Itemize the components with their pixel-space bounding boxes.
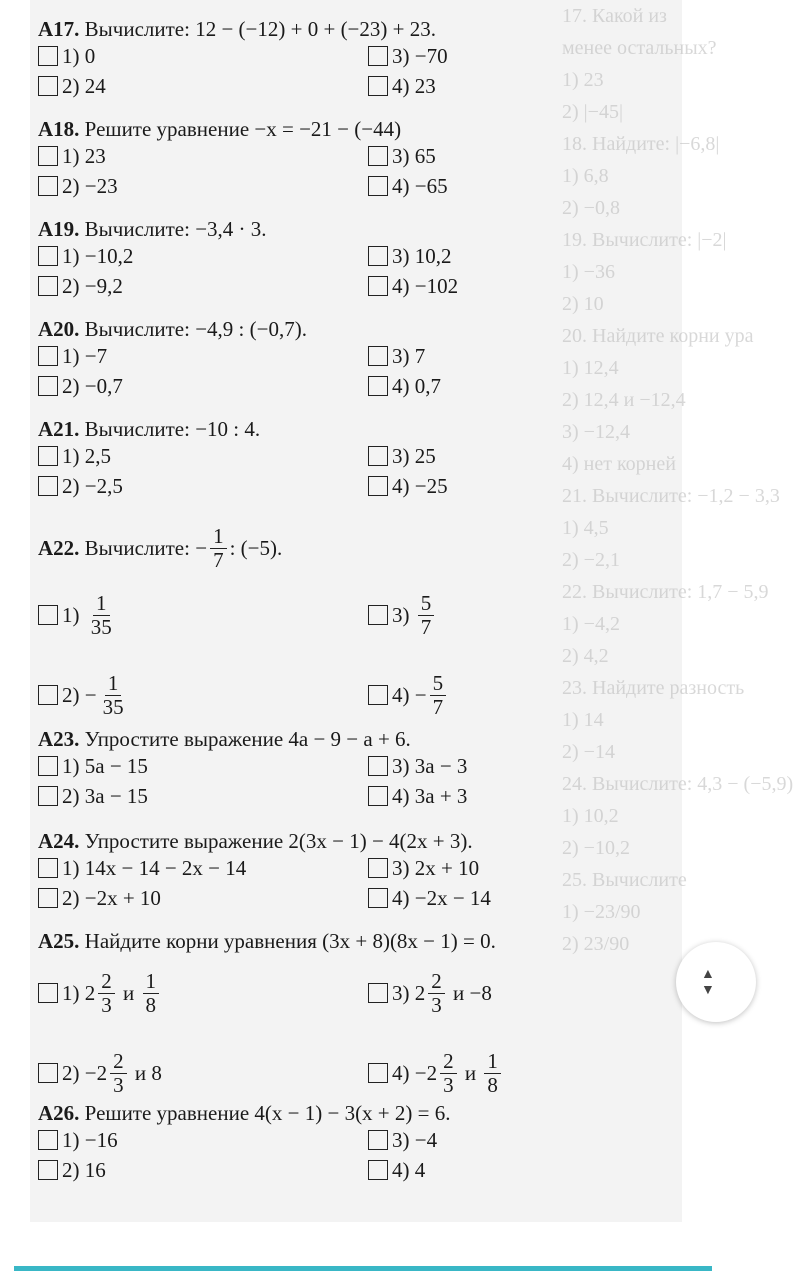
checkbox[interactable] [368,276,388,296]
bleed-through-line: 3) −12,4 [562,421,630,443]
answer-option-4[interactable]: 4) − 2 $\frac{2}{3}$ и $\frac{1}{8}$ [368,1034,668,1112]
answer-option-1[interactable]: 1) −16 [38,1126,368,1154]
bleed-through-line: 2) |−45| [562,101,623,123]
answer-option-2[interactable]: 2) − $\frac{1}{35}$ [38,656,368,734]
answer-option-3[interactable]: 3) 2x + 10 [368,854,668,882]
question-text: Вычислите: −10 : 4. [84,417,261,441]
answer-option-3[interactable]: 3) 65 [368,142,668,170]
answer-option-3[interactable]: 3) 10,2 [368,242,668,270]
chevron-down-icon: ▼ [701,983,715,998]
answer-option-4[interactable]: 4) −65 [368,172,668,200]
checkbox[interactable] [38,246,58,266]
checkbox[interactable] [38,346,58,366]
bleed-through-line: 2) 23/90 [562,933,630,955]
question-number: A25. [38,929,80,953]
answer-option-2[interactable]: 2) 3a − 15 [38,782,368,810]
question-header [38,16,678,42]
question-header [38,316,678,342]
checkbox[interactable] [38,685,58,705]
fraction: $\frac{1}{8}$ [484,1050,501,1095]
checkbox[interactable] [368,376,388,396]
answer-option-4[interactable]: 4) 3a + 3 [368,782,668,810]
fraction: $\frac{5}{7}$ [430,672,447,717]
checkbox[interactable] [38,376,58,396]
question-text: Упростите выражение 2(3x − 1) − 4(2x + 3). [84,829,473,853]
question-number: A18. [38,117,80,141]
fraction: $\frac{1}{35}$ [90,591,112,639]
question-number: A24. [38,829,80,853]
question-number: A21. [38,417,80,441]
question-header: A22. Вычислите: − $\frac{1}{7}$ : (−5). [38,524,283,572]
bleed-through-line: 2) 10 [562,293,604,315]
bleed-through-line: 1) −4,2 [562,613,620,635]
worksheet-page [30,0,793,1222]
answer-option-2[interactable]: 2) −9,2 [38,272,368,300]
checkbox[interactable] [38,756,58,776]
question-header [38,416,678,442]
checkbox[interactable] [38,146,58,166]
bleed-through-line: 1) 4,5 [562,517,609,539]
bleed-through-line: 1) 6,8 [562,165,609,187]
bleed-through-line: 18. Найдите: |−6,8| [562,133,720,155]
question-a18 [38,116,678,200]
question-a26 [38,1100,678,1184]
bleed-through-line: 23. Найдите разность [562,677,745,699]
question-a20 [38,316,678,400]
checkbox[interactable] [38,476,58,496]
answer-option-3[interactable]: 3) $\frac{5}{7}$ [368,576,668,654]
bleed-through-line: менее остальных? [562,37,717,59]
answer-option-4[interactable]: 4) 23 [368,72,668,100]
answer-option-1[interactable]: 1) −7 [38,342,368,370]
checkbox[interactable] [38,888,58,908]
checkbox[interactable] [368,1063,388,1083]
question-text: Решите уравнение 4(x − 1) − 3(x + 2) = 6. [84,1101,451,1125]
answer-option-4[interactable]: 4) 0,7 [368,372,668,400]
checkbox[interactable] [38,858,58,878]
checkbox[interactable] [368,858,388,878]
question-text: Вычислите: −4,9 : (−0,7). [84,317,307,341]
checkbox[interactable] [368,446,388,466]
bleed-through-line: 24. Вычислите: 4,3 − (−5,9) [562,773,793,795]
question-number: A19. [38,217,80,241]
fraction: $\frac{2}{3}$ [110,1050,127,1095]
fraction: $\frac{1}{7}$ [210,525,227,570]
scroll-handle-button[interactable] [676,942,756,1022]
answer-option-2[interactable]: 2) − 2 $\frac{2}{3}$ и 8 [38,1034,368,1112]
answer-option-1[interactable]: 1) 23 [38,142,368,170]
answer-option-1[interactable]: 1) 14x − 14 − 2x − 14 [38,854,368,882]
checkbox[interactable] [368,685,388,705]
checkbox[interactable] [38,1063,58,1083]
question-header [38,928,678,954]
checkbox[interactable] [38,1130,58,1150]
question-a21 [38,416,678,500]
checkbox[interactable] [368,1160,388,1180]
bleed-through-line: 2) −2,1 [562,549,620,571]
bleed-through-line: 20. Найдите корни ура [562,325,754,347]
answer-option-4[interactable]: 4) 4 [368,1156,668,1184]
question-text: Решите уравнение −x = −21 − (−44) [84,117,402,141]
answer-option-4[interactable]: 4) − $\frac{5}{7}$ [368,656,668,734]
answer-option-2[interactable]: 2) 24 [38,72,368,100]
checkbox[interactable] [368,786,388,806]
question-text: Вычислите: −3,4 · 3. [84,217,267,241]
bleed-through-line: 1) 12,4 [562,357,619,379]
answer-option-4[interactable]: 4) −25 [368,472,668,500]
bleed-through-line: 1) 10,2 [562,805,619,827]
answer-option-3[interactable]: 3) 7 [368,342,668,370]
checkbox[interactable] [38,176,58,196]
checkbox[interactable] [368,476,388,496]
question-text: Упростите выражение 4a − 9 − a + 6. [84,727,411,751]
question-text: Вычислите: 12 − (−12) + 0 + (−23) + 23. [84,17,436,41]
bleed-through-line: 21. Вычислите: −1,2 − 3,3 [562,485,780,507]
bleed-through-line: 1) −36 [562,261,615,283]
fraction: $\frac{1}{35}$ [102,671,124,719]
checkbox[interactable] [368,888,388,908]
answer-option-1[interactable]: 1) 2,5 [38,442,368,470]
answer-option-3[interactable]: 3) 3a − 3 [368,752,668,780]
answer-option-1[interactable]: 1) −10,2 [38,242,368,270]
question-a19 [38,216,678,300]
question-header [38,726,678,752]
bleed-through-line: 17. Какой из [562,5,667,27]
bottom-accent-bar [14,1266,712,1271]
answer-option-1[interactable]: 1) 2 $\frac{2}{3}$ и $\frac{1}{8}$ [38,954,368,1032]
question-number: A23. [38,727,80,751]
checkbox[interactable] [38,786,58,806]
question-a24 [38,828,678,912]
question-number: A17. [38,17,80,41]
fraction: $\frac{2}{3}$ [440,1050,457,1095]
question-header [38,1100,678,1126]
checkbox[interactable] [38,1160,58,1180]
checkbox[interactable] [38,446,58,466]
question-text: Найдите корни уравнения (3x + 8)(8x − 1) = 0. [84,929,496,953]
checkbox[interactable] [368,756,388,776]
checkbox[interactable] [38,605,58,625]
answer-option-3[interactable]: 3) −4 [368,1126,668,1154]
chevron-up-icon: ▲ [701,967,715,982]
question-a23 [38,726,678,810]
fraction: $\frac{2}{3}$ [428,970,445,1015]
fraction: $\frac{1}{8}$ [143,970,160,1015]
checkbox[interactable] [38,46,58,66]
bleed-through-line: 2) −0,8 [562,197,620,219]
question-header [38,828,678,854]
question-number: A20. [38,317,80,341]
answer-option-1[interactable]: 1) $\frac{1}{35}$ [38,576,368,654]
answer-option-1[interactable]: 1) 5a − 15 [38,752,368,780]
question-a17 [38,16,678,100]
bleed-through-line: 2) −10,2 [562,837,630,859]
checkbox[interactable] [368,983,388,1003]
checkbox[interactable] [368,176,388,196]
answer-option-2[interactable]: 2) −2,5 [38,472,368,500]
answer-option-3[interactable]: 3) 2 $\frac{2}{3}$ и −8 [368,954,668,1032]
answer-option-4[interactable]: 4) −102 [368,272,668,300]
checkbox[interactable] [38,76,58,96]
bleed-through-line: 22. Вычислите: 1,7 − 5,9 [562,581,769,603]
bleed-through-line: 2) 12,4 и −12,4 [562,389,686,411]
answer-option-2[interactable]: 2) −0,7 [38,372,368,400]
answer-option-3[interactable]: 3) 25 [368,442,668,470]
bleed-through-line: 25. Вычислите [562,869,687,891]
bleed-through-line: 4) нет корней [562,453,676,475]
checkbox[interactable] [368,246,388,266]
fraction: $\frac{5}{7}$ [418,592,435,637]
answer-option-3[interactable]: 3) −70 [368,42,668,70]
question-number: A22. [38,536,80,560]
bleed-through-line: 1) 23 [562,69,604,91]
checkbox[interactable] [368,146,388,166]
bleed-through-line: 2) −14 [562,741,615,763]
question-text: Вычислите: [84,536,190,560]
question-header [38,116,678,142]
answer-option-4[interactable]: 4) −2x − 14 [368,884,668,912]
bleed-through-line: 1) −23/90 [562,901,641,923]
answer-option-2[interactable]: 2) 16 [38,1156,368,1184]
question-a25 [38,928,678,1112]
answer-option-2[interactable]: 2) −2x + 10 [38,884,368,912]
checkbox[interactable] [368,605,388,625]
question-number: A26. [38,1101,80,1125]
question-a22 [38,520,678,734]
answer-option-2[interactable]: 2) −23 [38,172,368,200]
bleed-through-line: 19. Вычислите: |−2| [562,229,727,251]
checkbox[interactable] [38,276,58,296]
checkbox[interactable] [368,76,388,96]
checkbox[interactable] [368,46,388,66]
question-header [38,216,678,242]
checkbox[interactable] [368,1130,388,1150]
checkbox[interactable] [38,983,58,1003]
fraction: $\frac{2}{3}$ [98,970,115,1015]
answer-option-1[interactable]: 1) 0 [38,42,368,70]
bleed-through-line: 2) 4,2 [562,645,609,667]
checkbox[interactable] [368,346,388,366]
bleed-through-line: 1) 14 [562,709,604,731]
